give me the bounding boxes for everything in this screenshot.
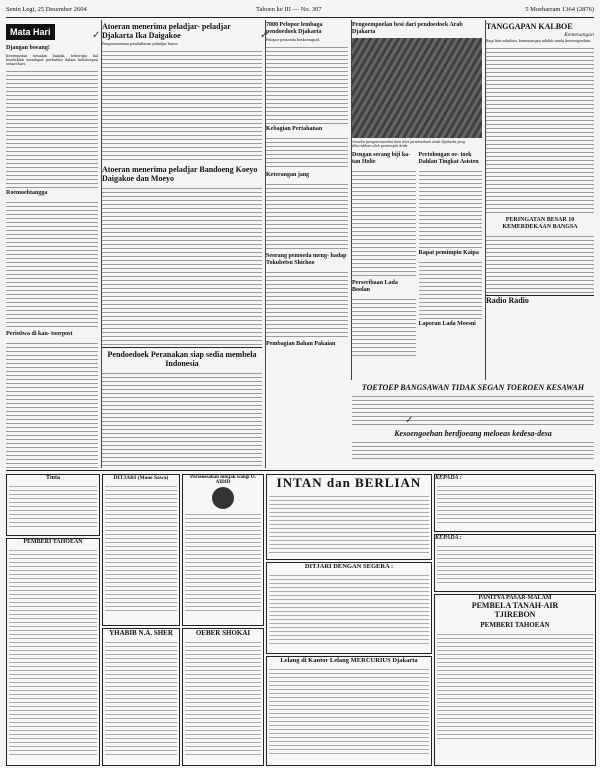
- article-text: Bagi kita sekalian, kemenangan adalah tanda kesoengoehan.: [486, 39, 592, 43]
- text-lines: [9, 547, 97, 757]
- pasar-malam-ad: [434, 594, 596, 766]
- section-rule: [6, 470, 594, 471]
- text-lines: [419, 168, 483, 248]
- headline: TANGGAPAN KALBOE: [486, 22, 573, 31]
- headline: Laporan Lada Moesni: [418, 321, 476, 327]
- ad-city: TJIREBON: [494, 610, 536, 619]
- headline: Roemoehtangga: [6, 190, 48, 197]
- masthead-date: Senin Legi, 25 Desember 2604: [6, 6, 87, 13]
- ad-title: Perseoesahan minjak wangi O. AIDID: [190, 475, 256, 485]
- text-lines: [105, 483, 177, 613]
- headline: Djangan boeang!: [6, 45, 50, 51]
- ad-title: YHABIB N.A. SHER: [109, 629, 173, 637]
- text-lines: [486, 233, 594, 293]
- headline: Dengan serang biji ka- tan Holie: [352, 152, 411, 165]
- text-lines: [352, 439, 594, 459]
- text-lines: [419, 259, 483, 319]
- text-lines: [266, 44, 348, 124]
- headline: PERINGATAN BESAR 10 KEMERDEKAAN BANGSA: [502, 217, 578, 231]
- banner-headline: TOETOEP BANGSAWAN TIDAK SEGAN TOEROEN KESAWAH: [361, 383, 585, 392]
- article-text: Pelopor pemoeda berkoempoel.: [266, 38, 321, 42]
- pen-mark: ✓: [260, 30, 269, 41]
- classified-ad: [102, 474, 180, 626]
- ad-title: INTAN dan BERLIAN: [276, 475, 422, 490]
- article-text: Kesempatan semakin banjak, beberapa hal hendaklah mendapat perhatian dalam kehidoepan sehari-hari.: [6, 54, 98, 67]
- masthead: [6, 4, 594, 16]
- ad-title: PEMBERI TAHOEAN: [23, 539, 83, 545]
- ad-notice: PEMBERI TAHOEAN: [480, 621, 550, 629]
- subheading: Kemenangan: [564, 33, 594, 38]
- classified-ad: [6, 538, 100, 766]
- headline: Keterangan jang: [266, 172, 310, 179]
- headline: Atoeran menerima peladjar Bandoeng Koeyo Daigakoe dan Moeyo: [102, 165, 258, 184]
- section-title: Mata Hari: [6, 24, 55, 40]
- text-lines: [266, 269, 348, 339]
- text-lines: [9, 483, 97, 527]
- headline: Atoeran menerima peladjar- peladjar Djakarta Ika Daigakoe: [102, 22, 231, 40]
- headline: Rapat pemimpin Kaipa: [418, 250, 479, 256]
- text-lines: [352, 296, 416, 356]
- headline: Pertolongan oe- toek Dahlan Tingkat Asisten: [418, 152, 479, 165]
- headline: Radio Radio: [486, 295, 594, 305]
- ad-title: KEPADA :: [435, 475, 462, 481]
- ad-title: KEPADA :: [435, 535, 462, 541]
- classified-ad: [266, 562, 432, 654]
- text-lines: [6, 199, 98, 329]
- masthead-rule: [6, 17, 594, 18]
- column-3: [266, 20, 352, 380]
- text-lines: [102, 185, 262, 345]
- banner-article: [352, 382, 594, 459]
- masthead-hijri-date: 5 Moeharram 1364 (2876): [525, 6, 594, 13]
- column-tanggapan: [486, 20, 594, 380]
- text-lines: [266, 135, 348, 170]
- column-4: [352, 20, 486, 380]
- text-lines: [6, 68, 98, 188]
- ad-title: Lelang di Kantor Lelang MERCURIUS Djakarta: [280, 657, 418, 664]
- headline: 7000 Pelopor lembaga pendoedoek Djakarta: [266, 22, 323, 35]
- text-lines: [437, 483, 593, 523]
- text-lines: [269, 666, 429, 756]
- text-lines: [102, 370, 262, 468]
- text-lines: [352, 393, 594, 428]
- text-lines: [269, 493, 429, 553]
- pen-mark: ✓: [92, 30, 101, 41]
- text-lines: [102, 48, 262, 163]
- headline: Seorang pemoeda meng- hadap Tokubetsu Shichoo: [266, 253, 347, 267]
- headline: Pengoempoelan besi dari pendoedoek Arab Djakarta: [352, 22, 463, 35]
- text-lines: [352, 168, 416, 278]
- article-text: Pengoemoeman pendaftaran peladjar baroe.: [102, 42, 179, 46]
- ad-subtitle: PEMBELA TANAH-AIR: [471, 601, 559, 610]
- photo-caption: Oesaha pengoempoelan besi dari pendoedoek Arab Djakarta jang dikerahkan oleh pemimpin Arab.: [352, 140, 465, 148]
- notice-ad: [434, 534, 596, 592]
- classified-ad: [6, 474, 100, 536]
- text-lines: [437, 631, 593, 741]
- text-lines: [185, 511, 261, 611]
- perfume-logo: [212, 487, 234, 509]
- text-lines: [6, 340, 98, 468]
- headline: Peristiwa di kan- toorpost: [6, 331, 73, 338]
- headline: Pembagian Bahan Pakaian: [266, 341, 336, 348]
- text-lines: [185, 639, 261, 755]
- column-mata-hari: [6, 20, 102, 468]
- notice-ad: [434, 474, 596, 532]
- headline: Kebagian Pertahanan: [266, 126, 323, 133]
- classified-ad: [182, 628, 264, 766]
- classified-ad: [102, 628, 180, 766]
- headline: Perseribaan Lada Boolan: [352, 280, 398, 293]
- text-lines: [105, 639, 177, 755]
- text-lines: [486, 45, 594, 215]
- auction-ad: [266, 656, 432, 766]
- jewelry-ad: [266, 474, 432, 560]
- masthead-issue: Tahoen ke III — No. 307: [256, 6, 322, 13]
- column-2: [102, 20, 269, 468]
- headline: Pendoedoek Peranakan siap sedia membela Indonesia: [102, 347, 262, 368]
- text-lines: [269, 572, 429, 646]
- ad-title: PANITYA PASAR-MALAM: [478, 595, 552, 601]
- ad-title: OEBER SHOKAI: [195, 629, 251, 637]
- banner-headline: Kesoengoehan berdjoeang meloeas kedesa-desa: [394, 429, 552, 438]
- text-lines: [437, 543, 593, 583]
- classified-ad: [182, 474, 264, 626]
- ad-title: Tinta: [46, 475, 60, 481]
- news-photo: [352, 38, 482, 138]
- ad-title: DITJARI (Maoe Sawa): [113, 475, 169, 481]
- text-lines: [266, 181, 348, 251]
- ad-title: DITJARI DENGAN SEGERA :: [304, 563, 394, 570]
- pen-mark: ✓: [405, 415, 414, 426]
